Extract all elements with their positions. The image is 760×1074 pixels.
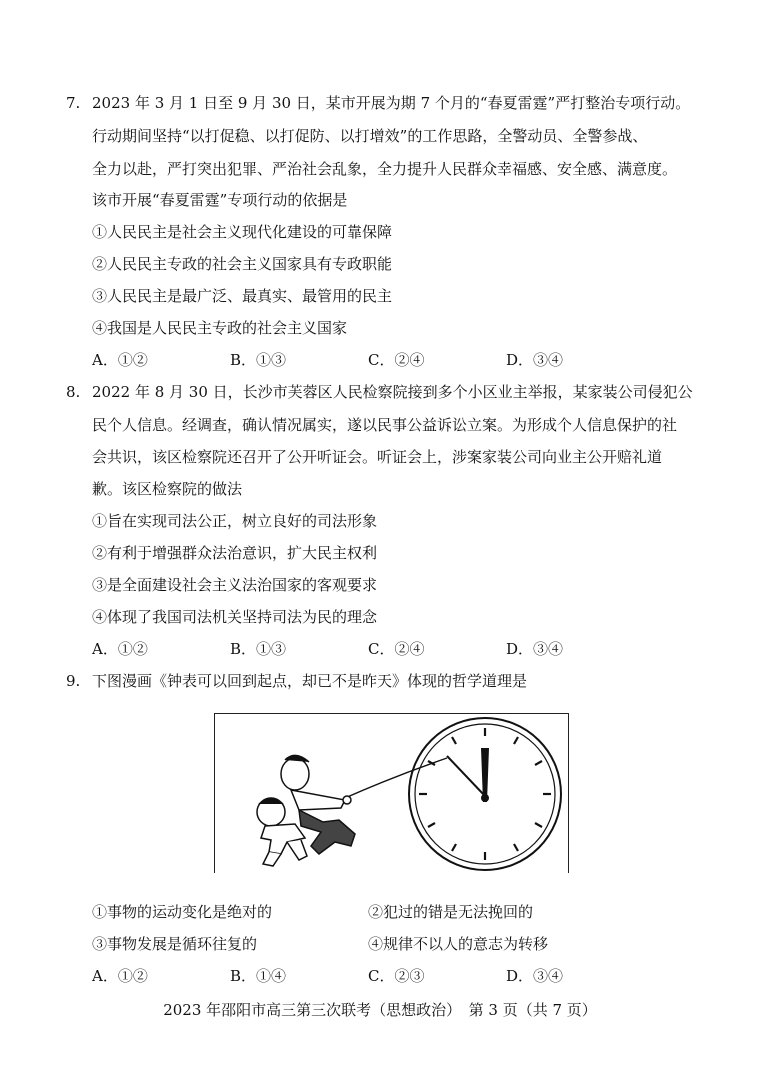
q7-statement-4: ④我国是人民民主专政的社会主义国家 xyxy=(92,319,348,337)
q7-statement-2: ②人民民主专政的社会主义国家具有专政职能 xyxy=(92,255,393,273)
q8-statement-1: ①旨在实现司法公正，树立良好的司法形象 xyxy=(92,512,378,530)
q8-statement-4: ④体现了我国司法机关坚持司法为民的理念 xyxy=(92,608,378,626)
q7-option-c[interactable]: C．②④ xyxy=(368,351,425,369)
q8-line-4: 歉。该区检察院的做法 xyxy=(92,480,243,498)
q9-statement-4: ④规律不以人的意志为转移 xyxy=(368,935,549,953)
q9-statement-1: ①事物的运动变化是绝对的 xyxy=(92,903,273,921)
q7-option-a[interactable]: A．①② xyxy=(92,351,148,369)
q7-line-2: 行动期间坚持“以打促稳、以打促防、以打增效”的工作思路，全警动员、全警参战、 xyxy=(92,127,648,145)
q9-statement-3: ③事物发展是循环往复的 xyxy=(92,935,258,953)
q7-line-3: 全力以赴，严打突出犯罪、严治社会乱象，全力提升人民群众幸福感、安全感、满意度。 xyxy=(92,160,678,178)
q9-option-c[interactable]: C．②③ xyxy=(368,967,425,985)
q9-option-a[interactable]: A．①② xyxy=(92,967,148,985)
q9-line-1: 下图漫画《钟表可以回到起点，却已不是昨天》体现的哲学道理是 xyxy=(92,672,528,690)
q8-line-1: 2022 年 8 月 30 日，长沙市芙蓉区人民检察院接到多个小区业主举报，某家装公司侵犯公 xyxy=(92,383,693,401)
q8-option-d[interactable]: D．③④ xyxy=(506,640,564,658)
q7-line-4: 该市开展“春夏雷霆”专项行动的依据是 xyxy=(92,191,348,209)
cartoon-figure xyxy=(214,713,569,873)
q7-line-1: 2023 年 3 月 1 日至 9 月 30 日，某市开展为期 7 个月的“春夏雷霆”严打整治专项行动。 xyxy=(92,94,691,112)
q7-statement-3: ③人民民主是最广泛、最真实、最管用的民主 xyxy=(92,287,393,305)
q8-option-b[interactable]: B．①③ xyxy=(230,640,287,658)
clock-cartoon-illustration xyxy=(215,714,569,873)
q8-statement-3: ③是全面建设社会主义法治国家的客观要求 xyxy=(92,576,378,594)
q7-option-b[interactable]: B．①③ xyxy=(230,351,287,369)
q7-option-d[interactable]: D．③④ xyxy=(506,351,564,369)
q9-option-d[interactable]: D．③④ xyxy=(506,967,564,985)
q8-option-a[interactable]: A．①② xyxy=(92,640,148,658)
q8-option-c[interactable]: C．②④ xyxy=(368,640,425,658)
q7-statement-1: ①人民民主是社会主义现代化建设的可靠保障 xyxy=(92,223,393,241)
q7-number: 7. xyxy=(66,94,81,112)
page-footer: 2023 年邵阳市高三第三次联考（思想政治） 第 3 页（共 7 页） xyxy=(163,1001,597,1019)
q8-number: 8. xyxy=(66,383,81,401)
q8-line-2: 民个人信息。经调查，确认情况属实，遂以民事公益诉讼立案。为形成个人信息保护的社 xyxy=(92,416,678,434)
q9-number: 9. xyxy=(66,672,81,690)
q9-statement-2: ②犯过的错是无法挽回的 xyxy=(368,903,534,921)
q9-option-b[interactable]: B．①④ xyxy=(230,967,287,985)
q8-line-3: 会共识，该区检察院还召开了公开听证会。听证会上，涉案家装公司向业主公开赔礼道 xyxy=(92,448,663,466)
q8-statement-2: ②有利于增强群众法治意识，扩大民主权利 xyxy=(92,544,378,562)
clock-icon xyxy=(409,718,561,870)
